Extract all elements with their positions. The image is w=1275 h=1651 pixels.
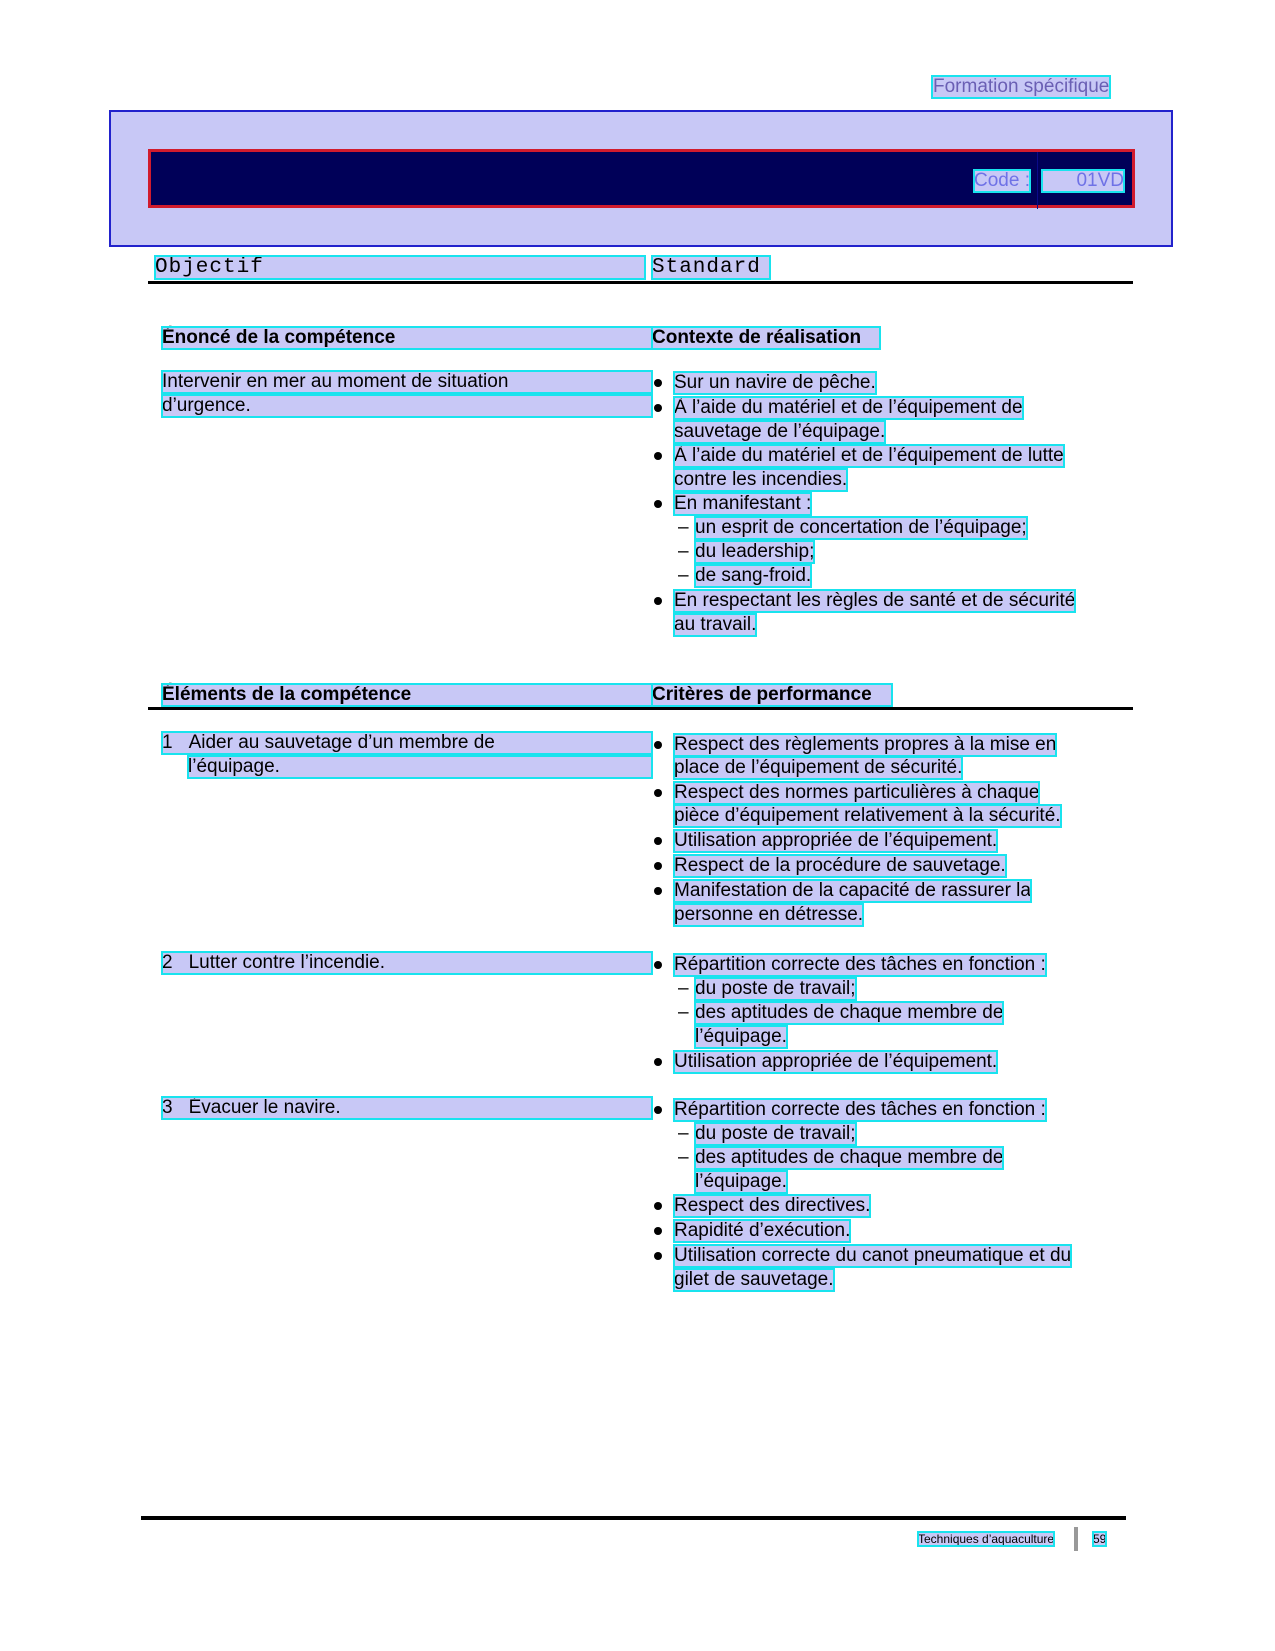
critere-line: personne en détresse. — [674, 904, 864, 925]
code-value: 01VD — [1042, 170, 1124, 192]
element-item-1 — [162, 732, 652, 754]
critere-line: Utilisation correcte du canot pneumatique et du — [674, 1245, 1072, 1266]
critere-subline: du poste de travail; — [695, 978, 856, 999]
critere-subline: des aptitudes de chaque membre de — [695, 1002, 1004, 1023]
element-text: Lutter contre l’incendie. — [188, 952, 386, 973]
critere-line: Utilisation appropriée de l’équipement. — [674, 1051, 998, 1072]
contexte-line: au travail. — [674, 614, 757, 635]
footer-title: Techniques d’aquaculture — [918, 1532, 1055, 1546]
criteres-heading: Critères de performance — [652, 684, 892, 706]
bullet-icon — [654, 862, 662, 870]
critere-line: gilet de sauvetage. — [674, 1269, 834, 1290]
bullet-icon — [654, 452, 662, 460]
objectif-heading: Objectif — [155, 256, 645, 279]
footer-separator — [1074, 1527, 1078, 1551]
enonce-heading: Énoncé de la compétence — [162, 327, 652, 349]
footer-rule — [141, 1516, 1126, 1520]
contexte-line: En respectant les règles de santé et de sécurité — [674, 590, 1076, 611]
critere-subline: des aptitudes de chaque membre de — [695, 1147, 1004, 1168]
contexte-line: À l’aide du matériel et de l’équipement de — [674, 397, 1023, 418]
bullet-icon — [654, 404, 662, 412]
critere-line: Répartition correcte des tâches en fonction : — [674, 1099, 1046, 1120]
contexte-subline: un esprit de concertation de l’équipage; — [695, 517, 1027, 538]
critere-line: Utilisation appropriée de l’équipement. — [674, 830, 998, 851]
contexte-subline: du leadership; — [695, 541, 815, 562]
bullet-icon — [654, 379, 662, 387]
critere-line: Manifestation de la capacité de rassurer la — [674, 880, 1031, 901]
bullet-icon — [654, 1058, 662, 1066]
dash-icon: – — [678, 1123, 689, 1144]
element-text: Aider au sauvetage d’un membre de — [188, 732, 495, 753]
bullet-icon — [654, 887, 662, 895]
element-number: 3 — [162, 1097, 173, 1118]
bullet-icon — [654, 1106, 662, 1114]
enonce-line: Intervenir en mer au moment de situation — [162, 371, 652, 393]
critere-line: Respect des directives. — [674, 1195, 871, 1216]
bullet-icon — [654, 500, 662, 508]
element-item-2 — [162, 952, 652, 974]
critere-line: Respect de la procédure de sauvetage. — [674, 855, 1006, 876]
dash-icon: – — [678, 1002, 689, 1023]
bullet-icon — [654, 597, 662, 605]
critere-subline: l’équipage. — [695, 1026, 787, 1047]
element-item-1-cont: l’équipage. — [188, 756, 652, 778]
critere-line: Rapidité d’exécution. — [674, 1220, 851, 1241]
critere-line: place de l’équipement de sécurité. — [674, 757, 963, 778]
contexte-subline: de sang-froid. — [695, 565, 812, 586]
critere-line: Répartition correcte des tâches en fonction : — [674, 954, 1046, 975]
contexte-line: En manifestant : — [674, 493, 812, 514]
elements-heading: Éléments de la compétence — [162, 684, 652, 706]
contexte-line: À l’aide du matériel et de l’équipement de lutte — [674, 445, 1064, 466]
critere-line: pièce d’équipement relativement à la sécurité. — [674, 805, 1061, 826]
dash-icon: – — [678, 1147, 689, 1168]
critere-subline: du poste de travail; — [695, 1123, 856, 1144]
bullet-icon — [654, 741, 662, 749]
contexte-line: contre les incendies. — [674, 469, 848, 490]
page-number: 59 — [1093, 1532, 1107, 1546]
contexte-heading: Contexte de réalisation — [652, 327, 880, 349]
header-bar-divider — [1037, 152, 1038, 209]
section-rule — [148, 707, 1133, 710]
dash-icon: – — [678, 565, 689, 586]
bullet-icon — [654, 789, 662, 797]
bullet-icon — [654, 961, 662, 969]
element-number: 1 — [162, 732, 173, 753]
critere-line: Respect des normes particulières à chaque — [674, 782, 1040, 803]
contexte-line: Sur un navire de pêche. — [674, 372, 876, 393]
document-section-label: Formation spécifique — [933, 76, 1110, 97]
standard-heading: Standard — [652, 256, 770, 279]
critere-subline: l’équipage. — [695, 1171, 787, 1192]
element-text: Évacuer le navire. — [188, 1097, 341, 1118]
element-number: 2 — [162, 952, 173, 973]
bullet-icon — [654, 837, 662, 845]
dash-icon: – — [678, 541, 689, 562]
enonce-line: d’urgence. — [162, 395, 652, 417]
heading-rule — [148, 281, 1133, 284]
bullet-icon — [654, 1252, 662, 1260]
code-label: Code : — [974, 170, 1030, 191]
dash-icon: – — [678, 517, 689, 538]
dash-icon: – — [678, 978, 689, 999]
element-item-3 — [162, 1097, 652, 1119]
critere-line: Respect des règlements propres à la mise en — [674, 734, 1057, 755]
bullet-icon — [654, 1202, 662, 1210]
bullet-icon — [654, 1227, 662, 1235]
contexte-line: sauvetage de l’équipage. — [674, 421, 886, 442]
